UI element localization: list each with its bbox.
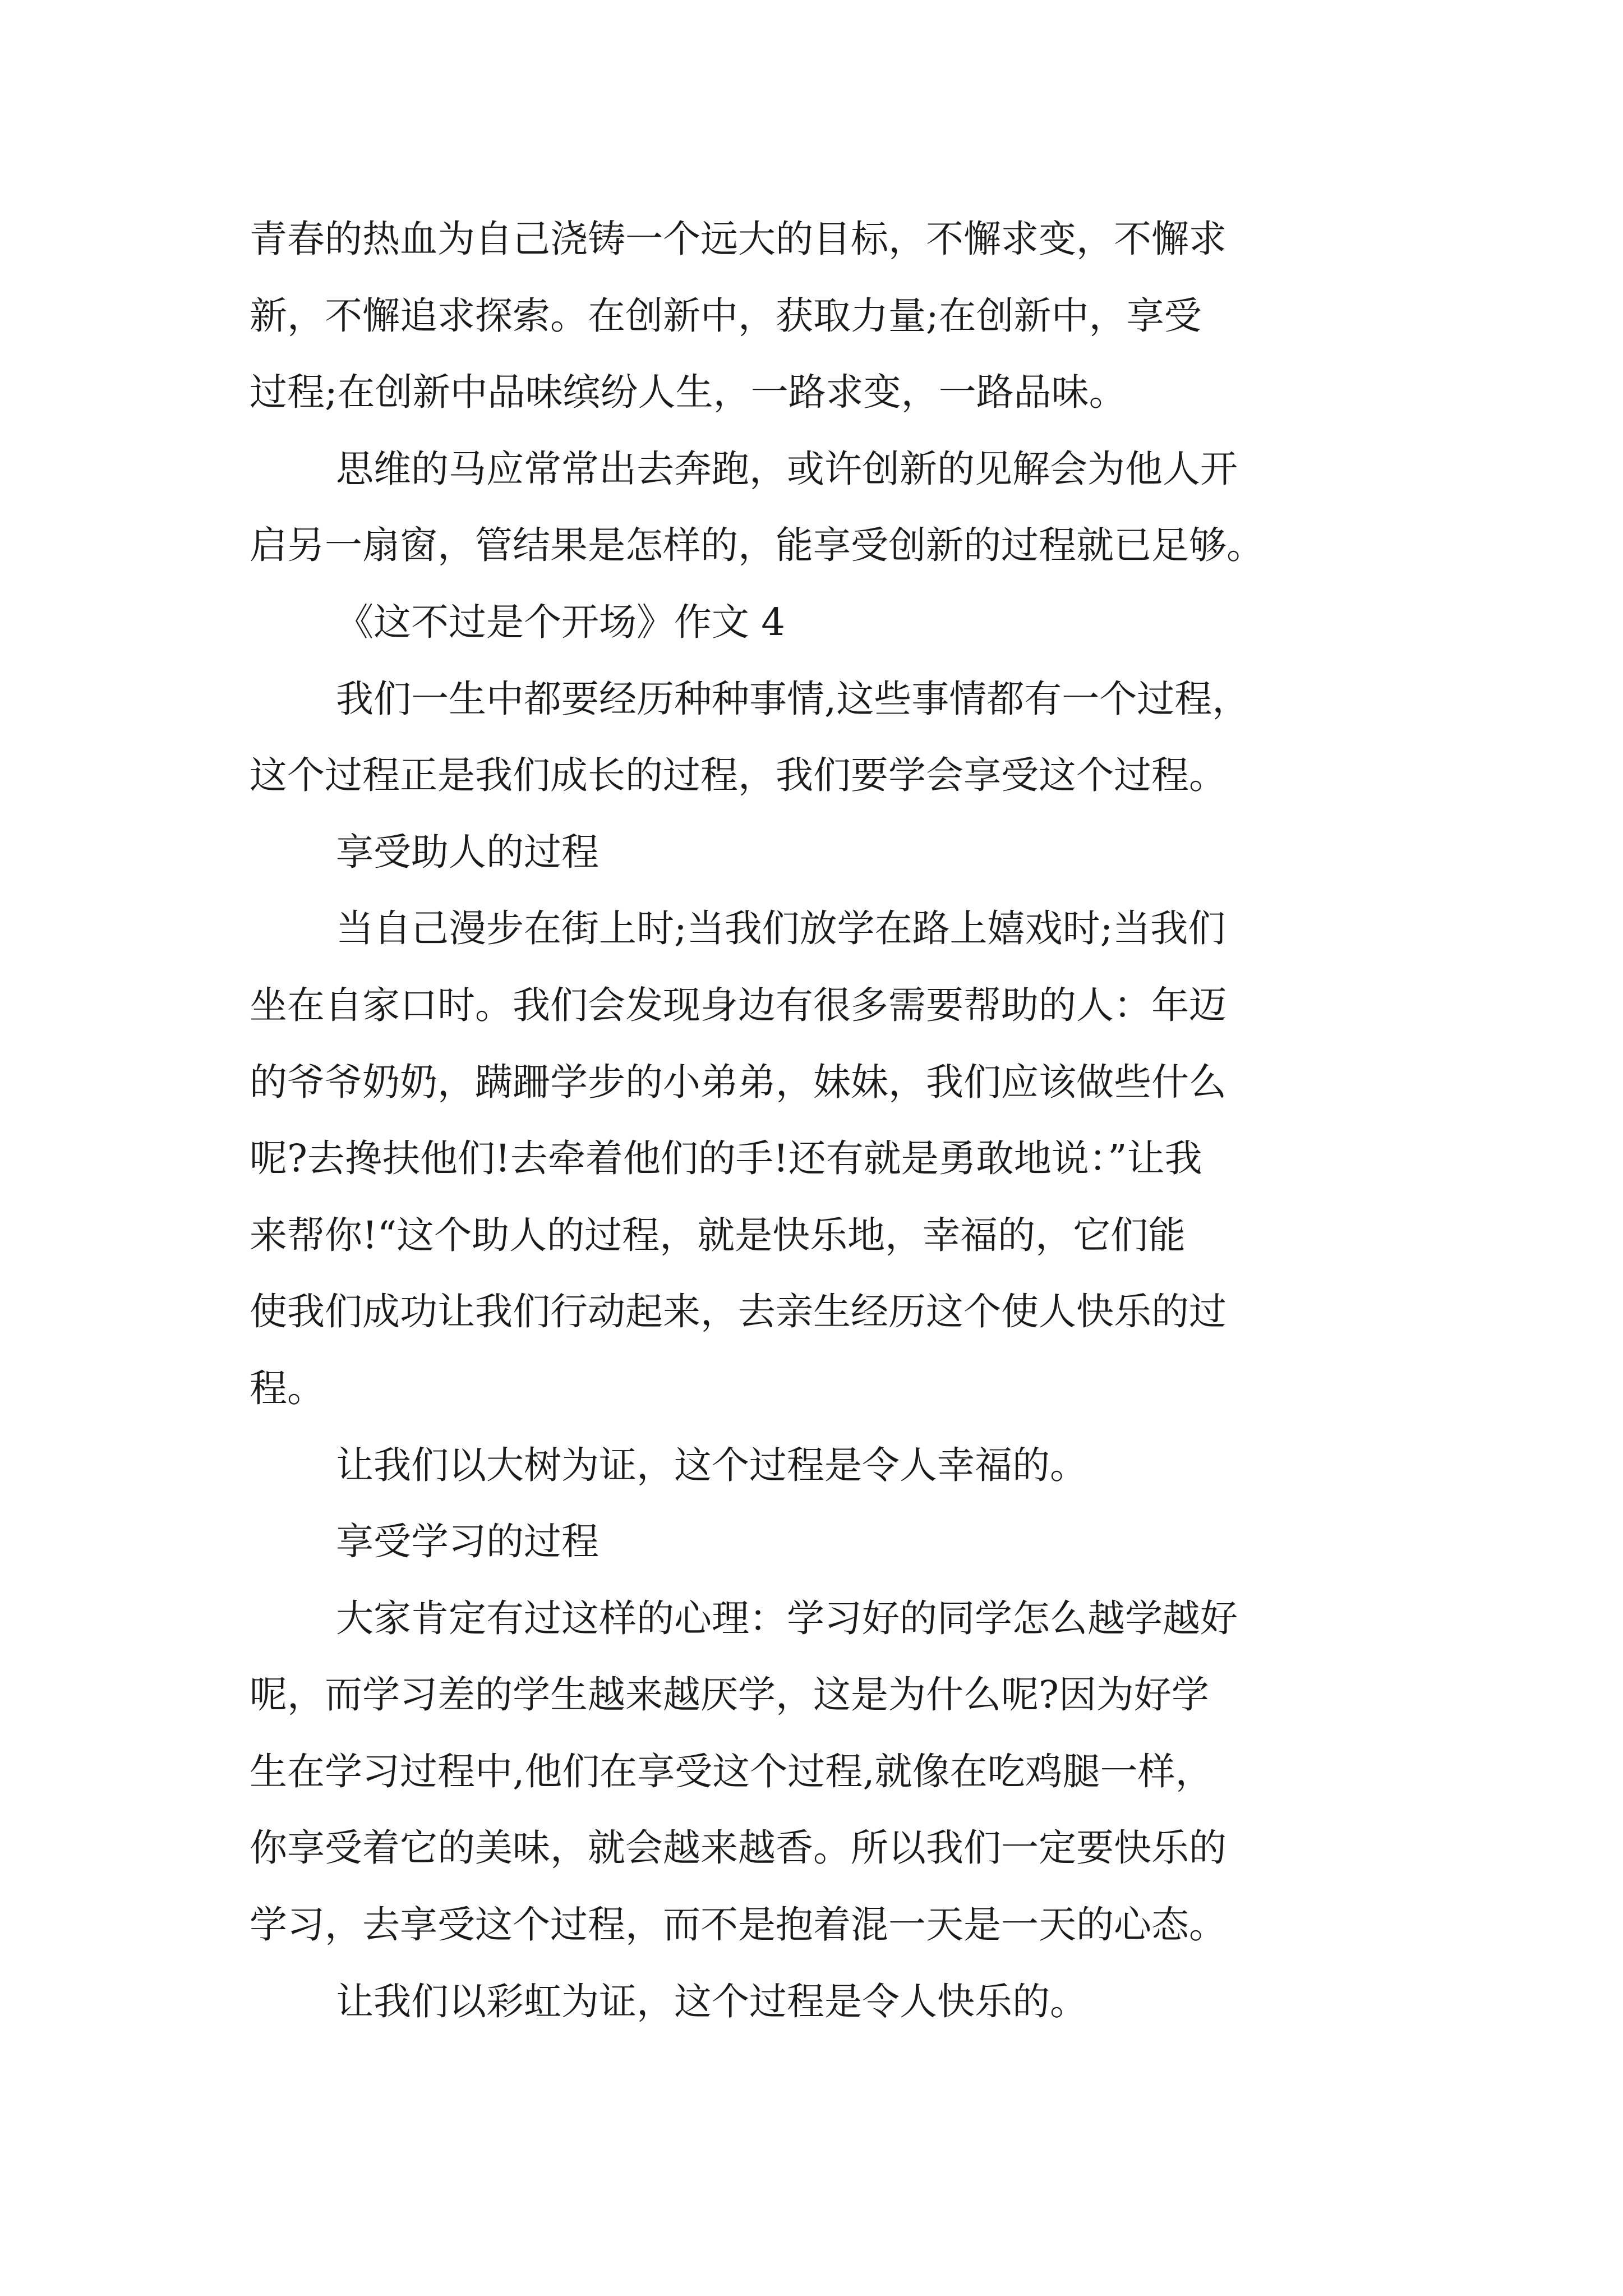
text-line: 青春的热血为自己浇铸一个远大的目标，不懈求变，不懈求 [250, 217, 1227, 261]
text-line: 启另一扇窗，管结果是怎样的，能享受创新的过程就已足够。 [250, 523, 1264, 568]
subheading: 享受助人的过程 [336, 830, 599, 874]
text-line: 让我们以彩虹为证，这个过程是令人快乐的。 [336, 1979, 1087, 2023]
text-line: 呢，而学习差的学生越来越厌学，这是为什么呢?因为好学 [250, 1673, 1209, 1717]
text-line: 过程;在创新中品味缤纷人生，一路求变，一路品味。 [250, 370, 1127, 415]
document-body [250, 201, 1394, 2040]
subheading: 享受学习的过程 [336, 1520, 599, 1564]
text-line: 大家肯定有过这样的心理：学习好的同学怎么越学越好 [336, 1596, 1238, 1640]
text-line: 的爷爷奶奶，蹒跚学步的小弟弟，妹妹，我们应该做些什么 [250, 1060, 1227, 1104]
text-line: 使我们成功让我们行动起来，去亲生经历这个使人快乐的过 [250, 1290, 1227, 1334]
text-line: 程。 [250, 1366, 325, 1410]
text-line: 你享受着它的美味，就会越来越香。所以我们一定要快乐的 [250, 1826, 1227, 1870]
text-line: 思维的马应常常出去奔跑，或许创新的见解会为他人开 [336, 447, 1238, 491]
text-line: 新，不懈追求探索。在创新中，获取力量;在创新中，享受 [250, 293, 1202, 338]
text-line: 坐在自家口时。我们会发现身边有很多需要帮助的人：年迈 [250, 983, 1227, 1027]
text-line: 呢?去搀扶他们!去牵着他们的手!还有就是勇敢地说：”让我 [250, 1137, 1202, 1181]
text-line: 我们一生中都要经历种种事情,这些事情都有一个过程， [336, 677, 1250, 721]
text-line: 当自己漫步在街上时;当我们放学在路上嬉戏时;当我们 [336, 907, 1226, 951]
text-line: 这个过程正是我们成长的过程，我们要学会享受这个过程。 [250, 753, 1227, 798]
section-heading: 《这不过是个开场》作文 4 [336, 600, 785, 644]
text-line: 让我们以大树为证，这个过程是令人幸福的。 [336, 1443, 1087, 1487]
text-line: 学习，去享受这个过程，而不是抱着混一天是一天的心态。 [250, 1903, 1227, 1947]
text-line: 来帮你!“这个助人的过程，就是快乐地，幸福的，它们能 [250, 1213, 1186, 1257]
text-line: 生在学习过程中,他们在享受这个过程,就像在吃鸡腿一样， [250, 1749, 1213, 1793]
